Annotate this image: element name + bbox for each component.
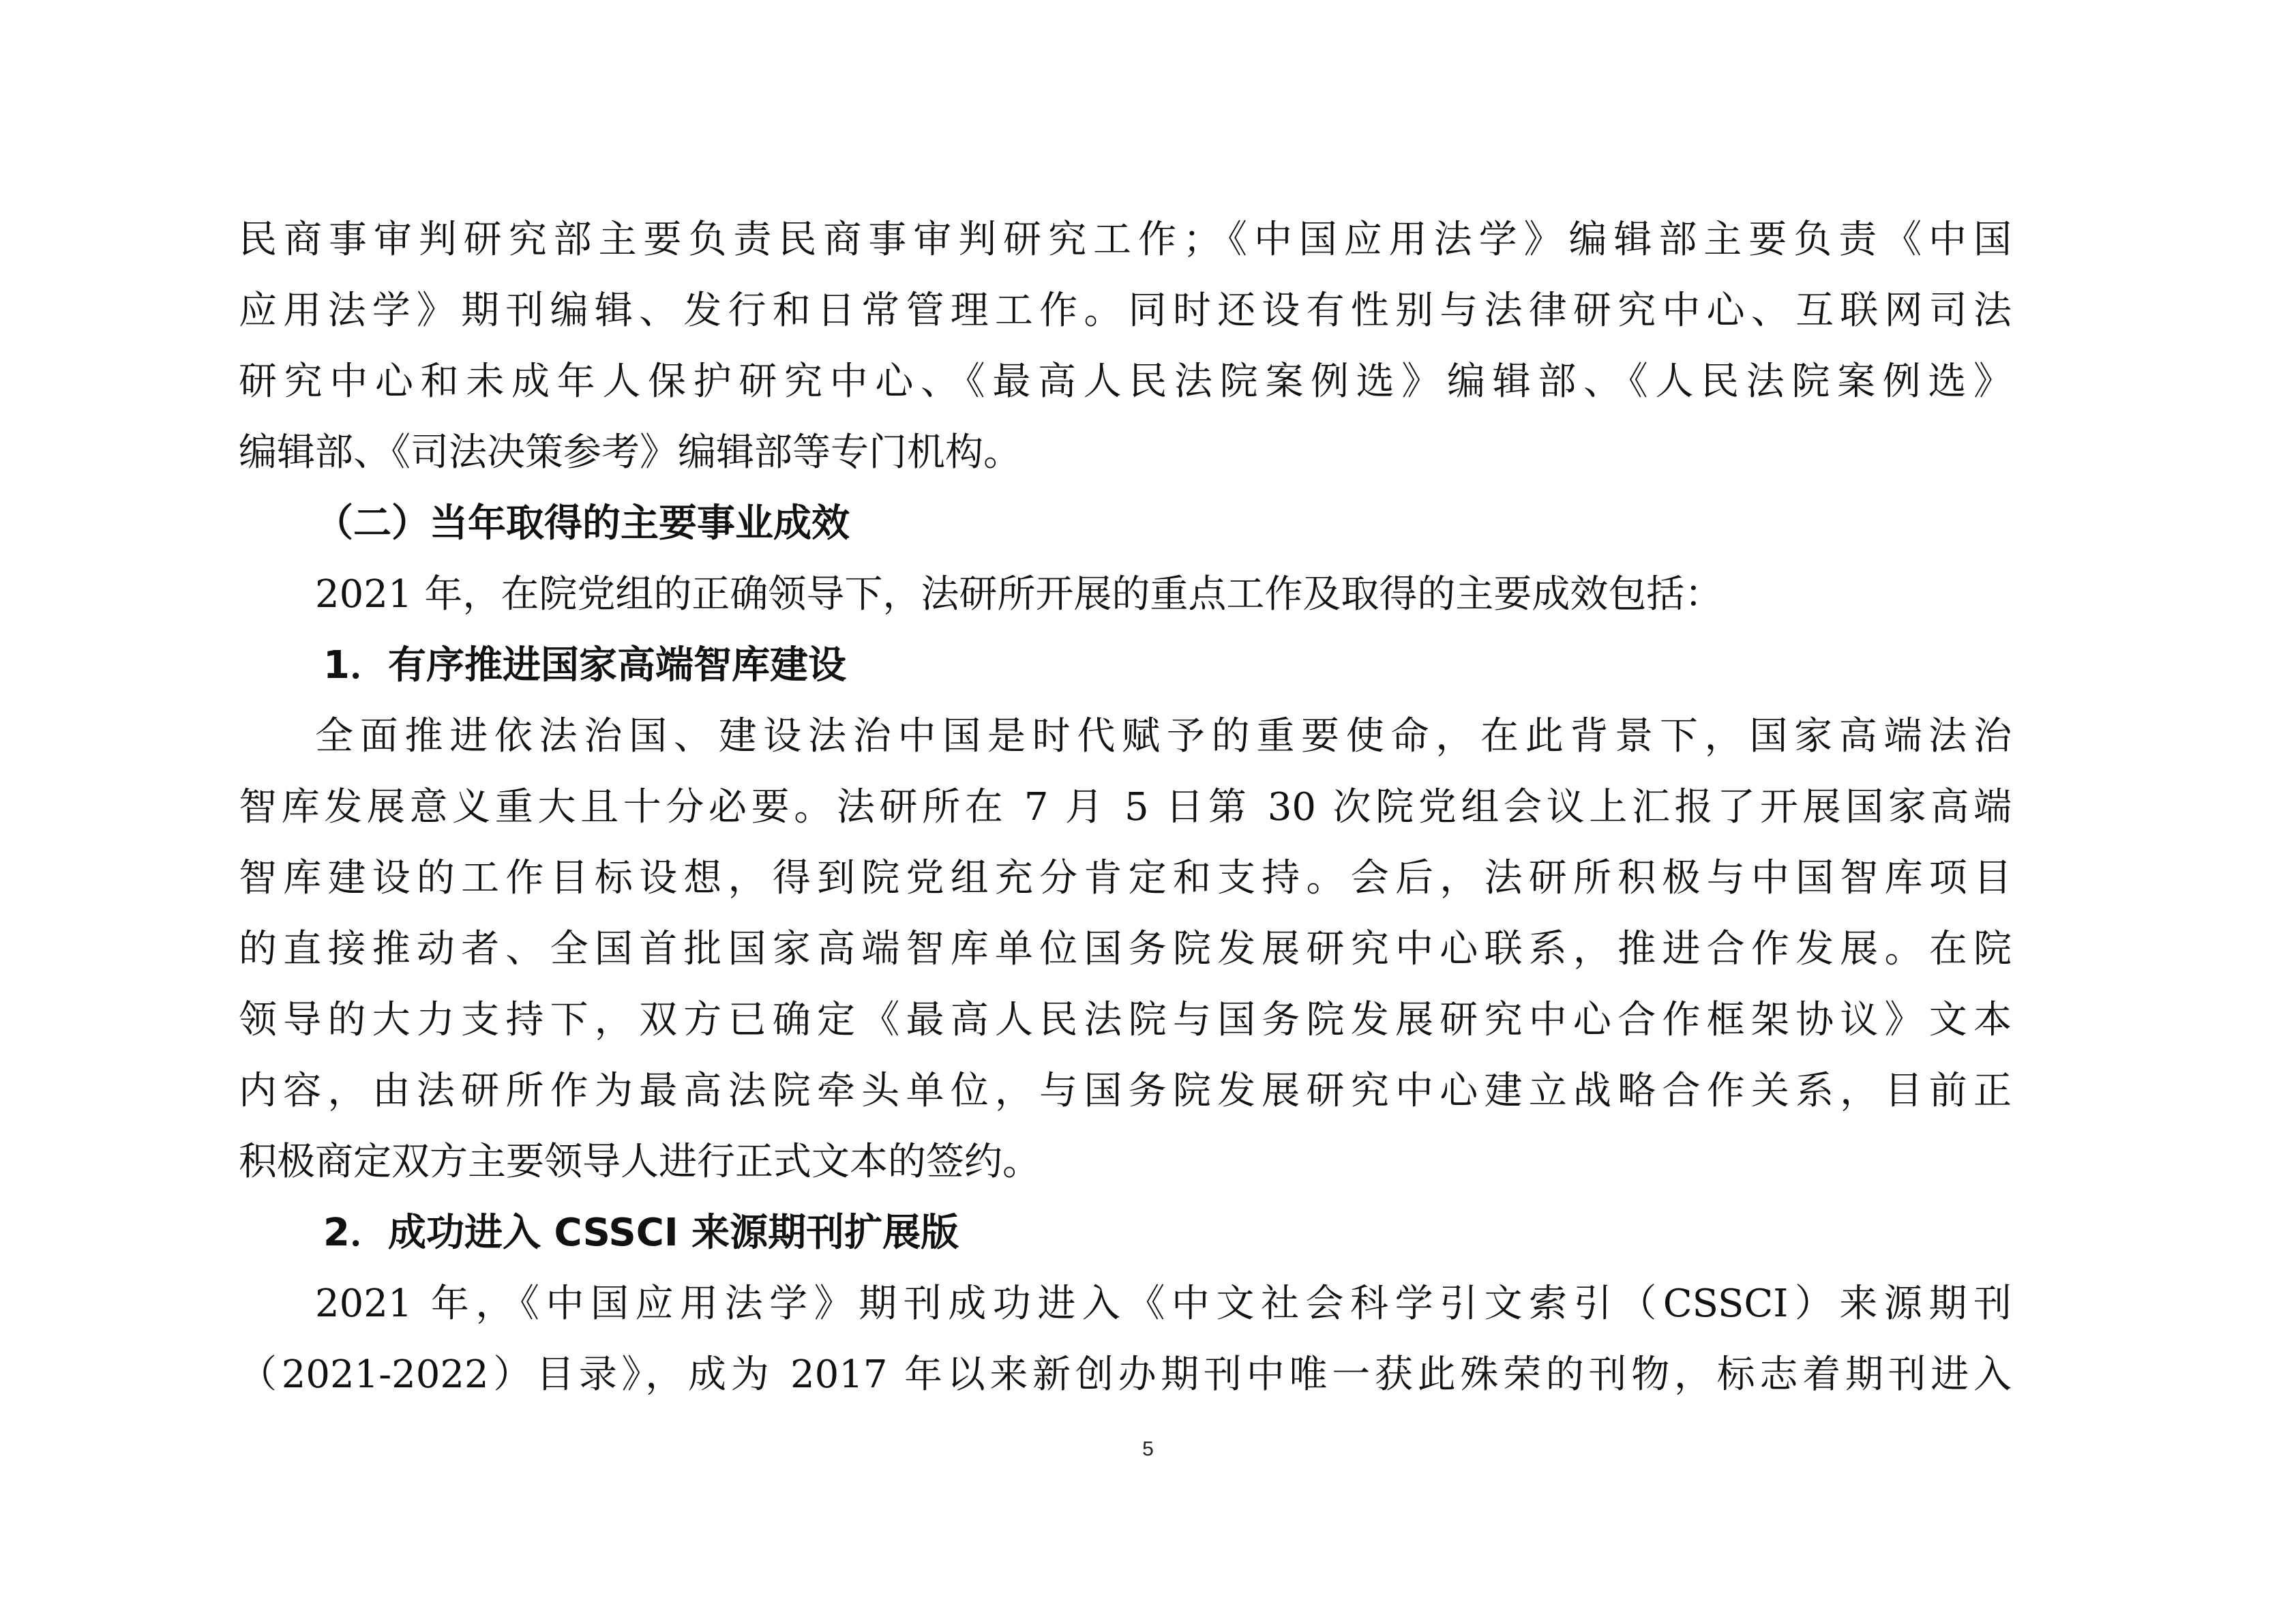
paragraph-line: 智库建设的工作目标设想，得到院党组充分肯定和支持。会后，法研所积极与中国智库项目 bbox=[239, 856, 2012, 900]
paragraph-line: 2021 年，《中国应用法学》期刊成功进入《中文社会科学引文索引（CSSCI）来源期刊 bbox=[315, 1282, 2012, 1326]
paragraph-line: 应用法学》期刊编辑、发行和日常管理工作。同时还设有性别与法律研究中心、互联网司法 bbox=[239, 289, 2012, 333]
paragraph-line: 编辑部、《司法决策参考》编辑部等专门机构。 bbox=[239, 430, 1022, 475]
paragraph-line: （2021-2022）目录》，成为 2017 年以来新创办期刊中唯一获此殊荣的刊物，标志着期刊进入 bbox=[239, 1353, 2012, 1397]
paragraph-line: 民商事审判研究部主要负责民商事审判研究工作；《中国应用法学》编辑部主要负责《中国 bbox=[239, 218, 2012, 262]
paragraph-line: 2021 年，在院党组的正确领导下，法研所开展的重点工作及取得的主要成效包括： bbox=[315, 572, 1723, 617]
paragraph-line: 研究中心和未成年人保护研究中心、《最高人民法院案例选》编辑部、《人民法院案例选》 bbox=[239, 359, 2012, 404]
section-heading: （二）当年取得的主要事业成效 bbox=[315, 501, 850, 546]
paragraph-line: 内容，由法研所作为最高法院牵头单位，与国务院发展研究中心建立战略合作关系，目前正 bbox=[239, 1069, 2012, 1113]
body-text bbox=[239, 205, 2012, 1411]
page-number: 5 bbox=[1142, 1438, 1154, 1460]
paragraph-line: 全面推进依法治国、建设法治中国是时代赋予的重要使命，在此背景下，国家高端法治 bbox=[315, 714, 2012, 758]
subsection-heading: 1．有序推进国家高端智库建设 bbox=[323, 643, 846, 688]
subsection-heading: 2．成功进入 CSSCI 来源期刊扩展版 bbox=[323, 1211, 959, 1255]
paragraph-line: 的直接推动者、全国首批国家高端智库单位国务院发展研究中心联系，推进合作发展。在院 bbox=[239, 927, 2012, 971]
paragraph-line: 智库发展意义重大且十分必要。法研所在 7 月 5 日第 30 次院党组会议上汇报了开展国家高端 bbox=[239, 785, 2012, 829]
paragraph-line: 领导的大力支持下，双方已确定《最高人民法院与国务院发展研究中心合作框架协议》文本 bbox=[239, 998, 2012, 1042]
paragraph-line: 积极商定双方主要领导人进行正式文本的签约。 bbox=[239, 1140, 1041, 1184]
